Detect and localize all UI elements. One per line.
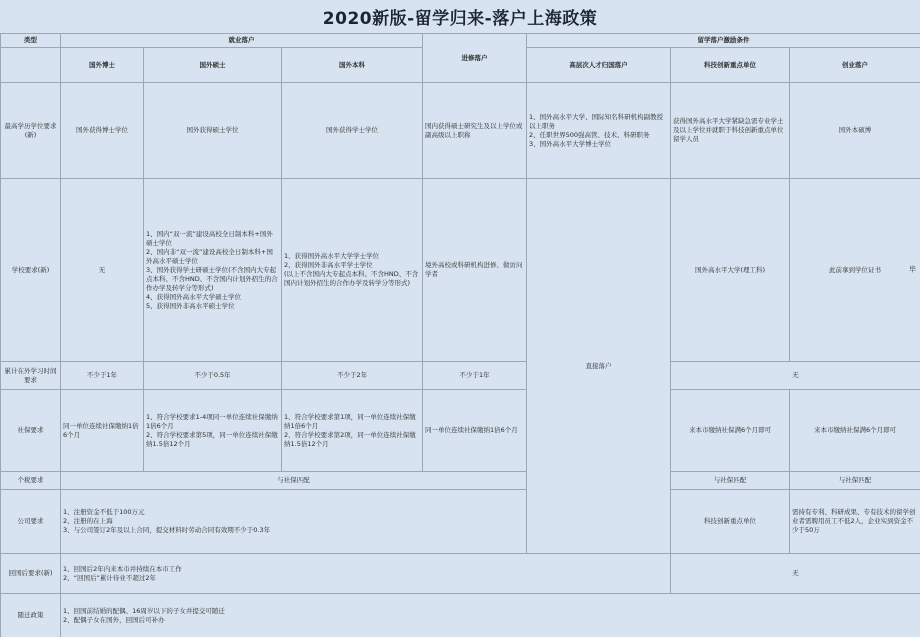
- school-master-line: 1、国内“双一流”建设高校全日制本科+国外硕士学位: [146, 229, 273, 247]
- col-bachelor: 国外本科: [282, 48, 423, 83]
- row-label-tax: 个税要求: [1, 472, 61, 490]
- degree-tech: 获得国外高水平大学紧缺急需专业学士及以上学位并就职于科技创新重点单位留学人员: [671, 83, 790, 179]
- row-label-school: 学校要求(新): [1, 179, 61, 362]
- duration-bachelor: 不少于2年: [282, 362, 423, 390]
- row-label-degree: 最高学历学位要求(新): [1, 83, 61, 179]
- social-study: 同一单位连续社保缴纳1倍6个月: [423, 390, 527, 472]
- tax-employment: 与社保匹配: [61, 472, 527, 490]
- duration-phd: 不少于1年: [61, 362, 144, 390]
- school-phd: 无: [61, 179, 144, 362]
- company-line: 3、与公司签订2年及以上合同，提交材料时劳动合同有效期不少于0.3年: [63, 526, 271, 534]
- school-master-line: 2、国内非“双一流”建设高校全日制本科+国外高水平硕士学位: [146, 247, 273, 265]
- employment-header: 就业落户: [61, 34, 423, 48]
- col-tech: 科技创新重点单位: [671, 48, 790, 83]
- school-master: [144, 179, 282, 362]
- school-bachelor-line: 1、获得国外高水平大学学士学位: [284, 252, 380, 260]
- social-master: [144, 390, 282, 472]
- school-master-line: 4、获得国外高水平大学硕士学位: [146, 292, 242, 301]
- degree-phd: 国外获得博士学位: [61, 83, 144, 179]
- after-incentive: 无: [671, 554, 920, 594]
- school-bachelor-line: 2、获得国外非高水平学士学位: [284, 261, 373, 269]
- social-bachelor-line: 1、符合学校要求第1项，同一单位连续社保缴纳1倍6个月: [284, 412, 416, 430]
- row-label-after: 回国后要求(新): [1, 554, 61, 594]
- tax-tech: 与社保匹配: [671, 472, 790, 490]
- degree-study: 国内获得硕士研究生及以上学位或副高级以上职称: [423, 83, 527, 179]
- company-startup: 需持有专利、科研成果、专有技术的留学创业者需聘用员工不低2人，企业实到资金不少于50万: [790, 490, 920, 554]
- family-line: 2、配偶子女在国外，回国后可补办: [63, 615, 165, 624]
- school-master-line: 5、获得国外非高水平硕士学位: [146, 301, 235, 310]
- school-tech: 国外高水平大学(理工科): [671, 179, 790, 362]
- company-line: 2、注册的在上海: [63, 517, 113, 525]
- sheet-title: 2020新版-留学归来-落户上海政策: [0, 0, 920, 34]
- row-label-duration: 累计在外学习时间要求: [1, 362, 61, 390]
- degree-talent-line: 3、国外高水平大学博士学位: [529, 139, 612, 148]
- school-startup-text: 此前拿到学位证书: [829, 265, 882, 274]
- company-tech: 科技创新重点单位: [671, 490, 790, 554]
- after-line: 1、回国后2年内来本市并持续在本市工作: [63, 564, 182, 573]
- social-tech: 来本市缴纳社保满6个月即可: [671, 390, 790, 472]
- talent-direct-settle: 直接落户: [527, 179, 671, 554]
- family-content: [61, 594, 920, 637]
- tax-startup: 与社保匹配: [790, 472, 920, 490]
- col-master: 国外硕士: [144, 48, 282, 83]
- school-bachelor: [282, 179, 423, 362]
- row-label-company: 公司要求: [1, 490, 61, 554]
- school-master-line: 3、国外获得学士研硕士学位(不含国内大专起点本科、不含HND、不含国内计划外招生的合作办学及转学分等形式): [146, 265, 278, 292]
- duration-incentive: 无: [671, 362, 920, 390]
- school-startup: [790, 179, 920, 362]
- degree-talent: [527, 83, 671, 179]
- col-startup: 创业落户: [790, 48, 920, 83]
- degree-talent-line: 1、国外高水平大学、国际知名科研机构副教授以上职务: [529, 112, 664, 130]
- company-employment: [61, 490, 527, 554]
- social-phd: 同一单位连续社保缴纳1倍6个月: [61, 390, 144, 472]
- family-line: 1、回国前结婚的配偶、16周岁以下的子女并提交可随迁: [63, 606, 225, 615]
- type-header-blank: [1, 48, 61, 83]
- duration-study: 不少于1年: [423, 362, 527, 390]
- school-study: 境外高校或科研机构进修、做访问学者: [423, 179, 527, 362]
- duration-master: 不少于0.5年: [144, 362, 282, 390]
- row-label-social: 社保要求: [1, 390, 61, 472]
- school-startup-overflow: 毕: [909, 265, 917, 274]
- row-label-family: 随迁政策: [1, 594, 61, 637]
- degree-bachelor: 国外获得学士学位: [282, 83, 423, 179]
- company-line: 1、注册资金不低于100万元: [63, 508, 145, 516]
- social-bachelor-line: 2、符合学校要求第2项，同一单位连续社保缴纳1.5倍12个月: [284, 430, 416, 448]
- incentive-header: 留学落户激励条件: [527, 34, 920, 48]
- social-master-line: 2、符合学校要求第5项，同一单位连续社保缴纳1.5倍12个月: [146, 430, 278, 448]
- social-bachelor: [282, 390, 423, 472]
- school-bachelor-line: (以上不含国内大专起点本科、不含HND、不含国内计划外招生的合作办学及转学分等形式): [284, 270, 419, 287]
- degree-talent-line: 2、任职世界500强高管、技术、科研职务: [529, 130, 650, 139]
- after-employment: [61, 554, 671, 594]
- type-header: 类型: [1, 34, 61, 48]
- social-master-line: 1、符合学校要求1-4项同一单位连续社保缴纳1倍6个月: [146, 412, 278, 430]
- col-phd: 国外博士: [61, 48, 144, 83]
- after-line: 2、“回国后”累计待业不超过2年: [63, 573, 157, 582]
- social-startup: 来本市缴纳社保满6个月即可: [790, 390, 920, 472]
- policy-table: [0, 33, 920, 637]
- col-talent: 高层次人才归国落户: [527, 48, 671, 83]
- degree-startup: 国外本硕博: [790, 83, 920, 179]
- study-header: 进修落户: [423, 34, 527, 83]
- degree-master: 国外获得硕士学位: [144, 83, 282, 179]
